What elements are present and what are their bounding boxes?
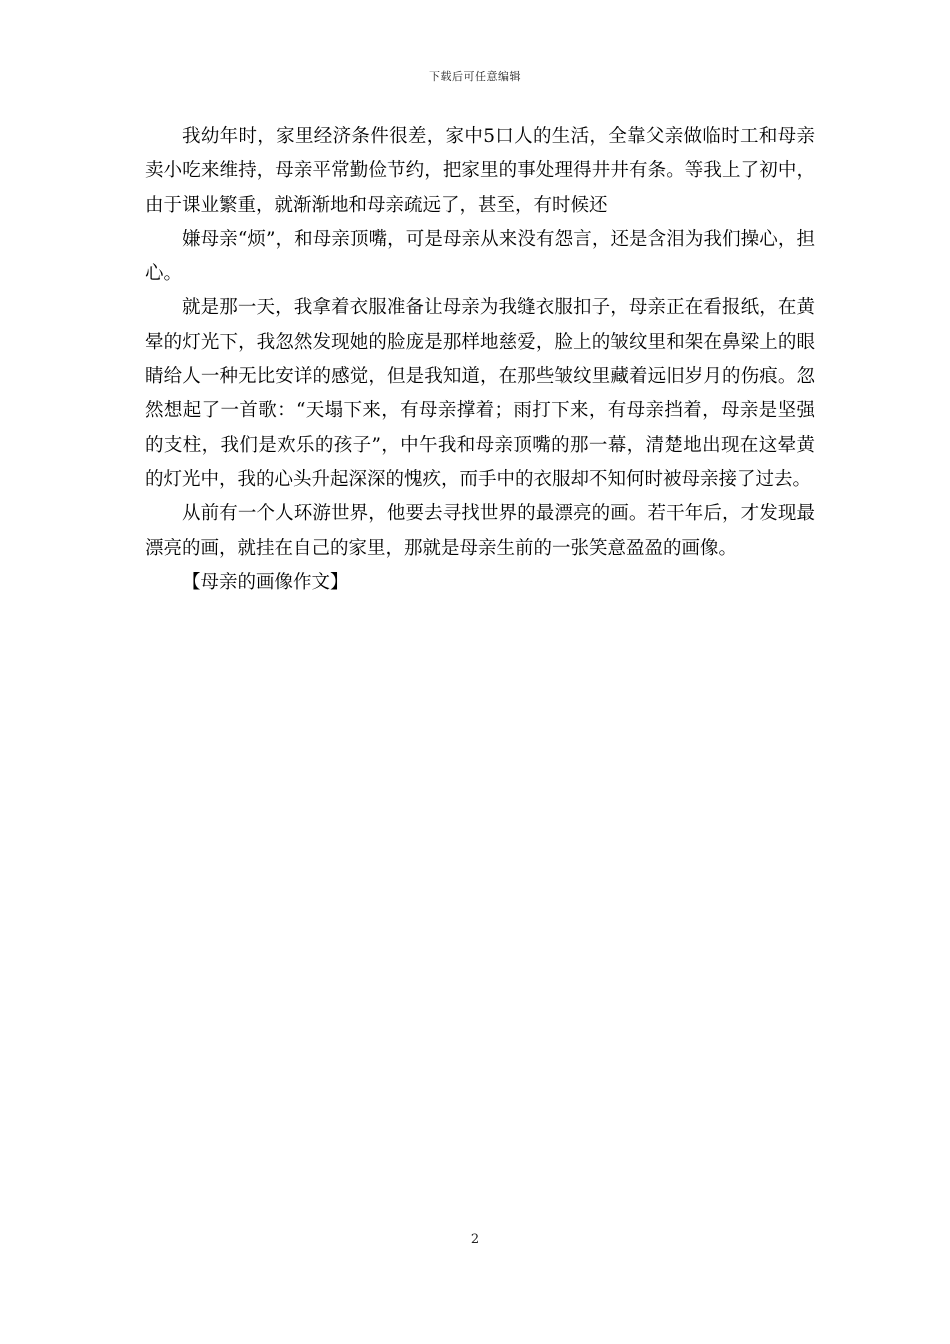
page-number: 2 [470,1232,480,1247]
page-header: 下载后可任意编辑 [429,70,521,83]
paragraph-2: 嫌母亲“烦”，和母亲顶嘴，可是母亲从来没有怨言，还是含泪为我们操心，担心。 [145,228,815,285]
article-body [145,120,815,600]
paragraph-1: 我幼年时，家里经济条件很差，家中5口人的生活，全靠父亲做临时工和母亲卖小吃来维持，母亲平常勤俭节约，把家里的事处理得井井有条。等我上了初中，由于课业繁重，就渐渐地和母亲疏远了，甚至，有时候还 [145,126,815,216]
article-title-tag: 【母亲的画像作文】 [182,571,349,593]
paragraph-4: 从前有一个人环游世界，他要去寻找世界的最漂亮的画。若干年后，才发现最漂亮的画，就挂在自己的家里，那就是母亲生前的一张笑意盈盈的画像。 [145,503,815,559]
paragraph-3: 就是那一天，我拿着衣服准备让母亲为我缝衣服扣子，母亲正在看报纸，在黄晕的灯光下，我忽然发现她的脸庞是那样地慈爱，脸上的皱纹里和架在鼻梁上的眼睛给人一种无比安详的感觉，但是我知道，在那些皱纹里藏着远旧岁月的伤痕。忽然想起了一首歌：“天塌下来，有母亲撑着；雨打下来，有母亲挡着，母亲是坚强的支柱，我们是欢乐的孩子”，中午我和母亲顶嘴的那一幕，清楚地出现在这晕黄的灯光中，我的心头升起深深的愧疚，而手中的衣服却不知何时被母亲接了过去。 [145,297,815,490]
